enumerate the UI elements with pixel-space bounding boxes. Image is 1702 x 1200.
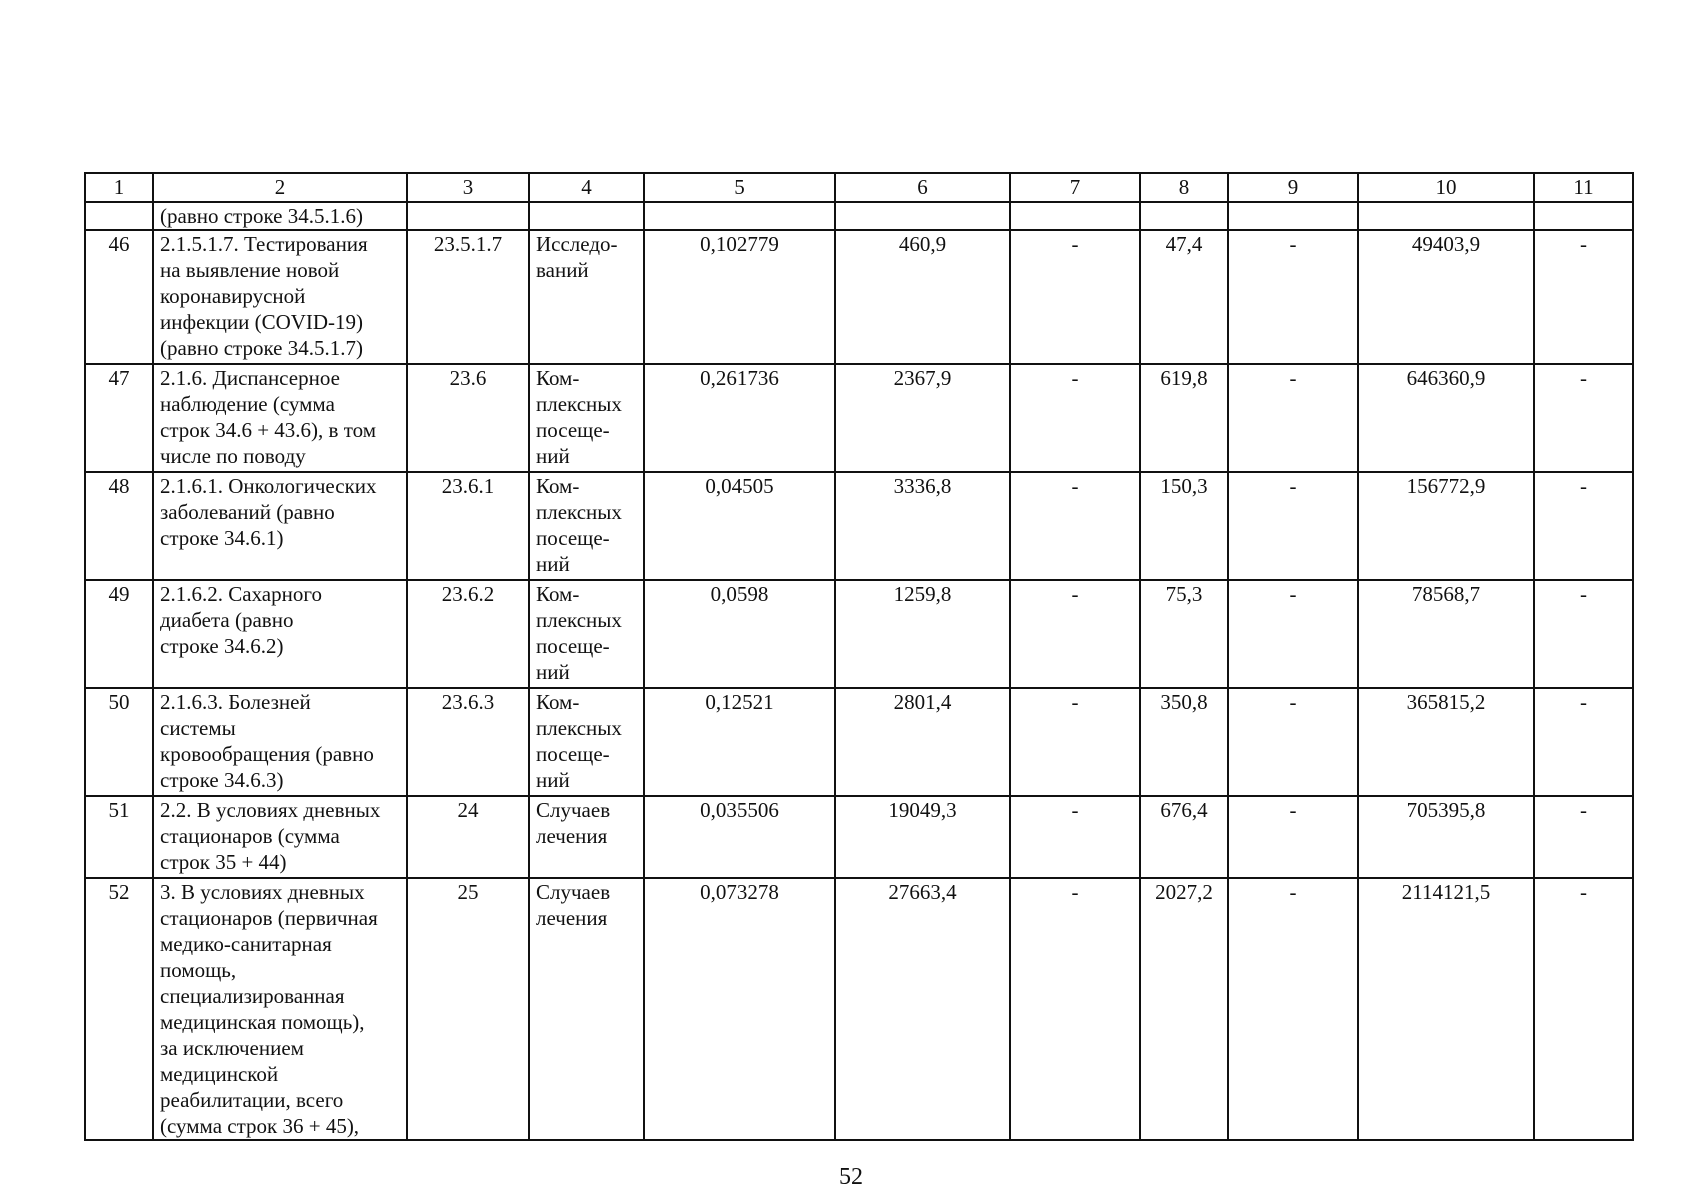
table-cell: 705395,8 (1358, 796, 1534, 878)
indicator-name: 3. В условиях дневных стационаров (первичная медико-санитарная помощь, специализированная медицинская помощь), за исключением медицинской реабилитации, всего (сумма строк 36 + 45), (153, 878, 407, 1140)
header-cell: 7 (1010, 173, 1140, 202)
table-cell: 0,261736 (644, 364, 835, 472)
table-cell: - (1534, 796, 1633, 878)
table-cell: - (1228, 580, 1358, 688)
table-cell: - (1010, 230, 1140, 364)
table-cell: 676,4 (1140, 796, 1228, 878)
unit-of-measure: Случаев лечения (529, 878, 644, 1140)
table-cell: - (1534, 688, 1633, 796)
table-cell: - (1534, 230, 1633, 364)
row-number: 48 (85, 472, 153, 580)
table-cell: 460,9 (835, 230, 1010, 364)
row-code: 25 (407, 878, 529, 1140)
unit-of-measure: Случаев лечения (529, 796, 644, 878)
table-row (85, 878, 1633, 1140)
row-number: 46 (85, 230, 153, 364)
indicator-name: 2.1.6. Диспансерное наблюдение (сумма строк 34.6 + 43.6), в том числе по поводу (153, 364, 407, 472)
table-cell: - (1534, 878, 1633, 1140)
table-cell: 150,3 (1140, 472, 1228, 580)
row-code: 24 (407, 796, 529, 878)
table-cell: - (1534, 580, 1633, 688)
table-cell: - (1228, 878, 1358, 1140)
table-cell (529, 202, 644, 230)
table-cell: - (1228, 364, 1358, 472)
row-code: 23.6 (407, 364, 529, 472)
header-cell: 9 (1228, 173, 1358, 202)
table-cell: - (1228, 472, 1358, 580)
row-code: 23.5.1.7 (407, 230, 529, 364)
table-row (85, 472, 1633, 580)
row-number: 51 (85, 796, 153, 878)
indicator-name: 2.2. В условиях дневных стационаров (сумма строк 35 + 44) (153, 796, 407, 878)
table-cell (1534, 202, 1633, 230)
table-cell: - (1010, 796, 1140, 878)
header-cell: 10 (1358, 173, 1534, 202)
header-cell: 5 (644, 173, 835, 202)
table-cell: - (1228, 796, 1358, 878)
table-cell: - (1010, 688, 1140, 796)
indicator-name: 2.1.5.1.7. Тестирования на выявление новой коронавирусной инфекции (COVID-19) (равно строке 34.5.1.7) (153, 230, 407, 364)
table-cell (835, 202, 1010, 230)
row-code: 23.6.1 (407, 472, 529, 580)
table-cell: 49403,9 (1358, 230, 1534, 364)
table-cell: - (1010, 472, 1140, 580)
row-number: 52 (85, 878, 153, 1140)
table-cell: 2801,4 (835, 688, 1010, 796)
row-code: 23.6.2 (407, 580, 529, 688)
table-cell: 0,0598 (644, 580, 835, 688)
unit-of-measure: Ком- плексных посеще- ний (529, 580, 644, 688)
table-cell: 2367,9 (835, 364, 1010, 472)
table-cell: 0,035506 (644, 796, 835, 878)
table-cell (1010, 202, 1140, 230)
table-cell (1358, 202, 1534, 230)
table-cell: 3336,8 (835, 472, 1010, 580)
table-cell: 1259,8 (835, 580, 1010, 688)
header-cell: 6 (835, 173, 1010, 202)
table-cell: - (1010, 580, 1140, 688)
table-row (85, 688, 1633, 796)
table-cell (85, 202, 153, 230)
indicator-name: 2.1.6.1. Онкологических заболеваний (равно строке 34.6.1) (153, 472, 407, 580)
table-cell: - (1228, 688, 1358, 796)
header-row (85, 173, 1633, 202)
table-cell: 0,12521 (644, 688, 835, 796)
table-cell: 0,102779 (644, 230, 835, 364)
table-cell (644, 202, 835, 230)
table-cell (1228, 202, 1358, 230)
header-cell: 2 (153, 173, 407, 202)
table-cell: 19049,3 (835, 796, 1010, 878)
table-cell: - (1228, 230, 1358, 364)
page-number: 52 (839, 1164, 863, 1190)
row-code: 23.6.3 (407, 688, 529, 796)
table-cell: 365815,2 (1358, 688, 1534, 796)
table-cell: 27663,4 (835, 878, 1010, 1140)
row-number: 47 (85, 364, 153, 472)
unit-of-measure: Ком- плексных посеще- ний (529, 472, 644, 580)
continuation-row (85, 202, 1633, 230)
table-cell (407, 202, 529, 230)
table-cell (1140, 202, 1228, 230)
table-cell: 47,4 (1140, 230, 1228, 364)
table-cell: 156772,9 (1358, 472, 1534, 580)
table-cell: 619,8 (1140, 364, 1228, 472)
row-number: 50 (85, 688, 153, 796)
table-cell: 0,073278 (644, 878, 835, 1140)
header-cell: 8 (1140, 173, 1228, 202)
table-cell: 0,04505 (644, 472, 835, 580)
table-cell: 2027,2 (1140, 878, 1228, 1140)
unit-of-measure: Ком- плексных посеще- ний (529, 688, 644, 796)
data-table (84, 172, 1634, 1141)
table-row (85, 580, 1633, 688)
table-cell: 2114121,5 (1358, 878, 1534, 1140)
table-row (85, 230, 1633, 364)
table-cell: - (1534, 364, 1633, 472)
header-cell: 11 (1534, 173, 1633, 202)
table-cell: - (1534, 472, 1633, 580)
table-cell: 646360,9 (1358, 364, 1534, 472)
row-number: 49 (85, 580, 153, 688)
header-cell: 4 (529, 173, 644, 202)
unit-of-measure: Исследо- ваний (529, 230, 644, 364)
table-cell: (равно строке 34.5.1.6) (153, 202, 407, 230)
table-row (85, 796, 1633, 878)
table-cell: - (1010, 364, 1140, 472)
table-cell: 350,8 (1140, 688, 1228, 796)
table-row (85, 364, 1633, 472)
header-cell: 1 (85, 173, 153, 202)
table-cell: 75,3 (1140, 580, 1228, 688)
indicator-name: 2.1.6.3. Болезней системы кровообращения (равно строке 34.6.3) (153, 688, 407, 796)
unit-of-measure: Ком- плексных посеще- ний (529, 364, 644, 472)
table-cell: 78568,7 (1358, 580, 1534, 688)
header-cell: 3 (407, 173, 529, 202)
indicator-name: 2.1.6.2. Сахарного диабета (равно строке 34.6.2) (153, 580, 407, 688)
table-cell: - (1010, 878, 1140, 1140)
